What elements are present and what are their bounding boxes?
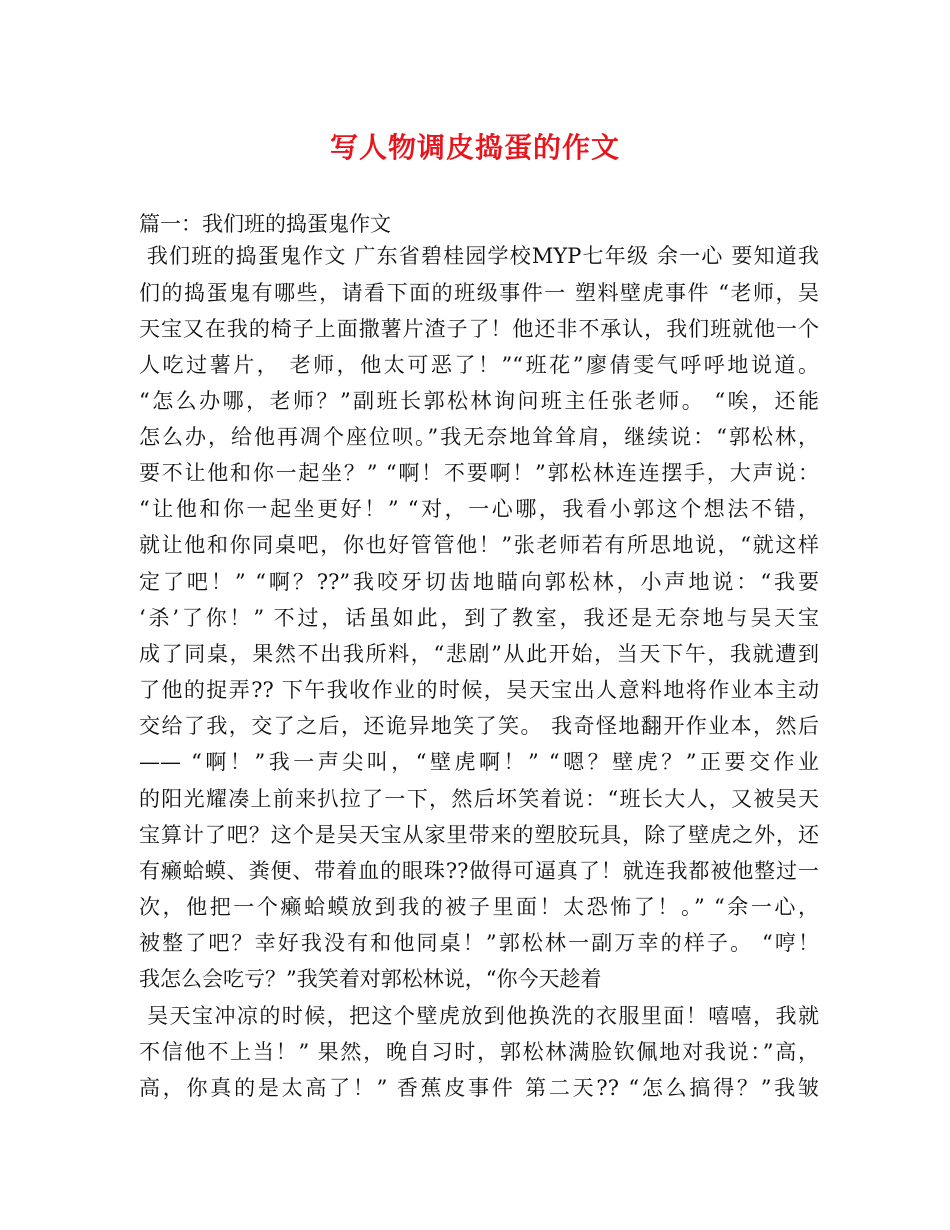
body-text-line: “让他和你一起坐更好！” “对，一心哪，我看小郭这个想法不错， [139, 497, 819, 521]
body-text-line: 要不让他和你一起坐？” “啊！不要啊！”郭松林连连摆手，大声说： [139, 461, 819, 485]
body-text-line: —— “啊！”我一声尖叫，“壁虎啊！” “嗯？壁虎？”正要交作业 [139, 750, 819, 774]
body-text-line: 了他的捉弄?? 下午我收作业的时候，吴天宝出人意料地将作业本主动 [139, 678, 819, 702]
body-text-line: 们的捣蛋鬼有哪些，请看下面的班级事件一 塑料壁虎事件 “老师，吴 [139, 281, 819, 305]
body-text-line: 天宝又在我的椅子上面撒薯片渣子了！他还非不承认，我们班就他一个 [139, 317, 819, 341]
body-text-line: 的阳光耀凑上前来扒拉了一下，然后坏笑着说：“班长大人，又被吴天 [139, 787, 819, 811]
body-text-line: 我怎么会吃亏？”我笑着对郭松林说，“你今天趁着 [139, 967, 602, 991]
body-text-line: 不信他不上当！” 果然，晚自习时，郭松林满脸钦佩地对我说：”高， [139, 1040, 819, 1064]
body-text-line: 定了吧！” “啊？??”我咬牙切齿地瞄向郭松林，小声地说：“我要 [139, 570, 819, 594]
body-text-line: 就让他和你同桌吧，你也好管管他！”张老师若有所思地说，“就这样 [139, 533, 819, 557]
body-text-line: 高，你真的是太高了！” 香蕉皮事件 第二天?? “怎么搞得？”我皱 [139, 1076, 819, 1100]
body-text-line: “怎么办哪，老师？”副班长郭松林询问班主任张老师。 “唉，还能 [139, 389, 819, 413]
body-text-line: 成了同桌，果然不出我所料，“悲剧”从此开始，当天下午，我就遭到 [139, 642, 819, 666]
body-text-line: 怎么办，给他再凋个座位呗。”我无奈地耸耸肩，继续说：“郭松林， [139, 425, 819, 449]
section-heading: 篇一：我们班的捣蛋鬼作文 [139, 212, 391, 236]
body-text-line: 交给了我，交了之后，还诡异地笑了笑。 我奇怪地翻开作业本，然后 [139, 714, 819, 738]
body-text-line: 吴天宝冲凉的时候，把这个壁虎放到他换洗的衣服里面！嘻嘻，我就 [139, 1004, 819, 1028]
body-text-line: 有癞蛤蟆、粪便、带着血的眼珠??做得可逼真了！就连我都被他整过一 [139, 859, 819, 883]
body-text-line: 宝算计了吧？这个是吴天宝从家里带来的塑胶玩具，除了壁虎之外，还 [139, 823, 819, 847]
body-text-line: 次，他把一个癞蛤蟆放到我的被子里面！太恐怖了！。” “余一心， [139, 895, 819, 919]
body-text-line: ‘杀’了你！” 不过，话虽如此，到了教室，我还是无奈地与吴天宝 [139, 606, 819, 630]
body-text-line: 人吃过薯片， 老师，他太可恶了！”“班花”廖倩雯气呼呼地说道。 [139, 353, 819, 377]
body-text-line: 被整了吧？幸好我没有和他同桌！”郭松林一副万幸的样子。 “哼！ [139, 931, 819, 955]
document-title: 写人物调皮捣蛋的作文 [329, 131, 620, 164]
body-text-line: 我们班的捣蛋鬼作文 广东省碧桂园学校MYP七年级 余一心 要知道我 [139, 244, 819, 268]
